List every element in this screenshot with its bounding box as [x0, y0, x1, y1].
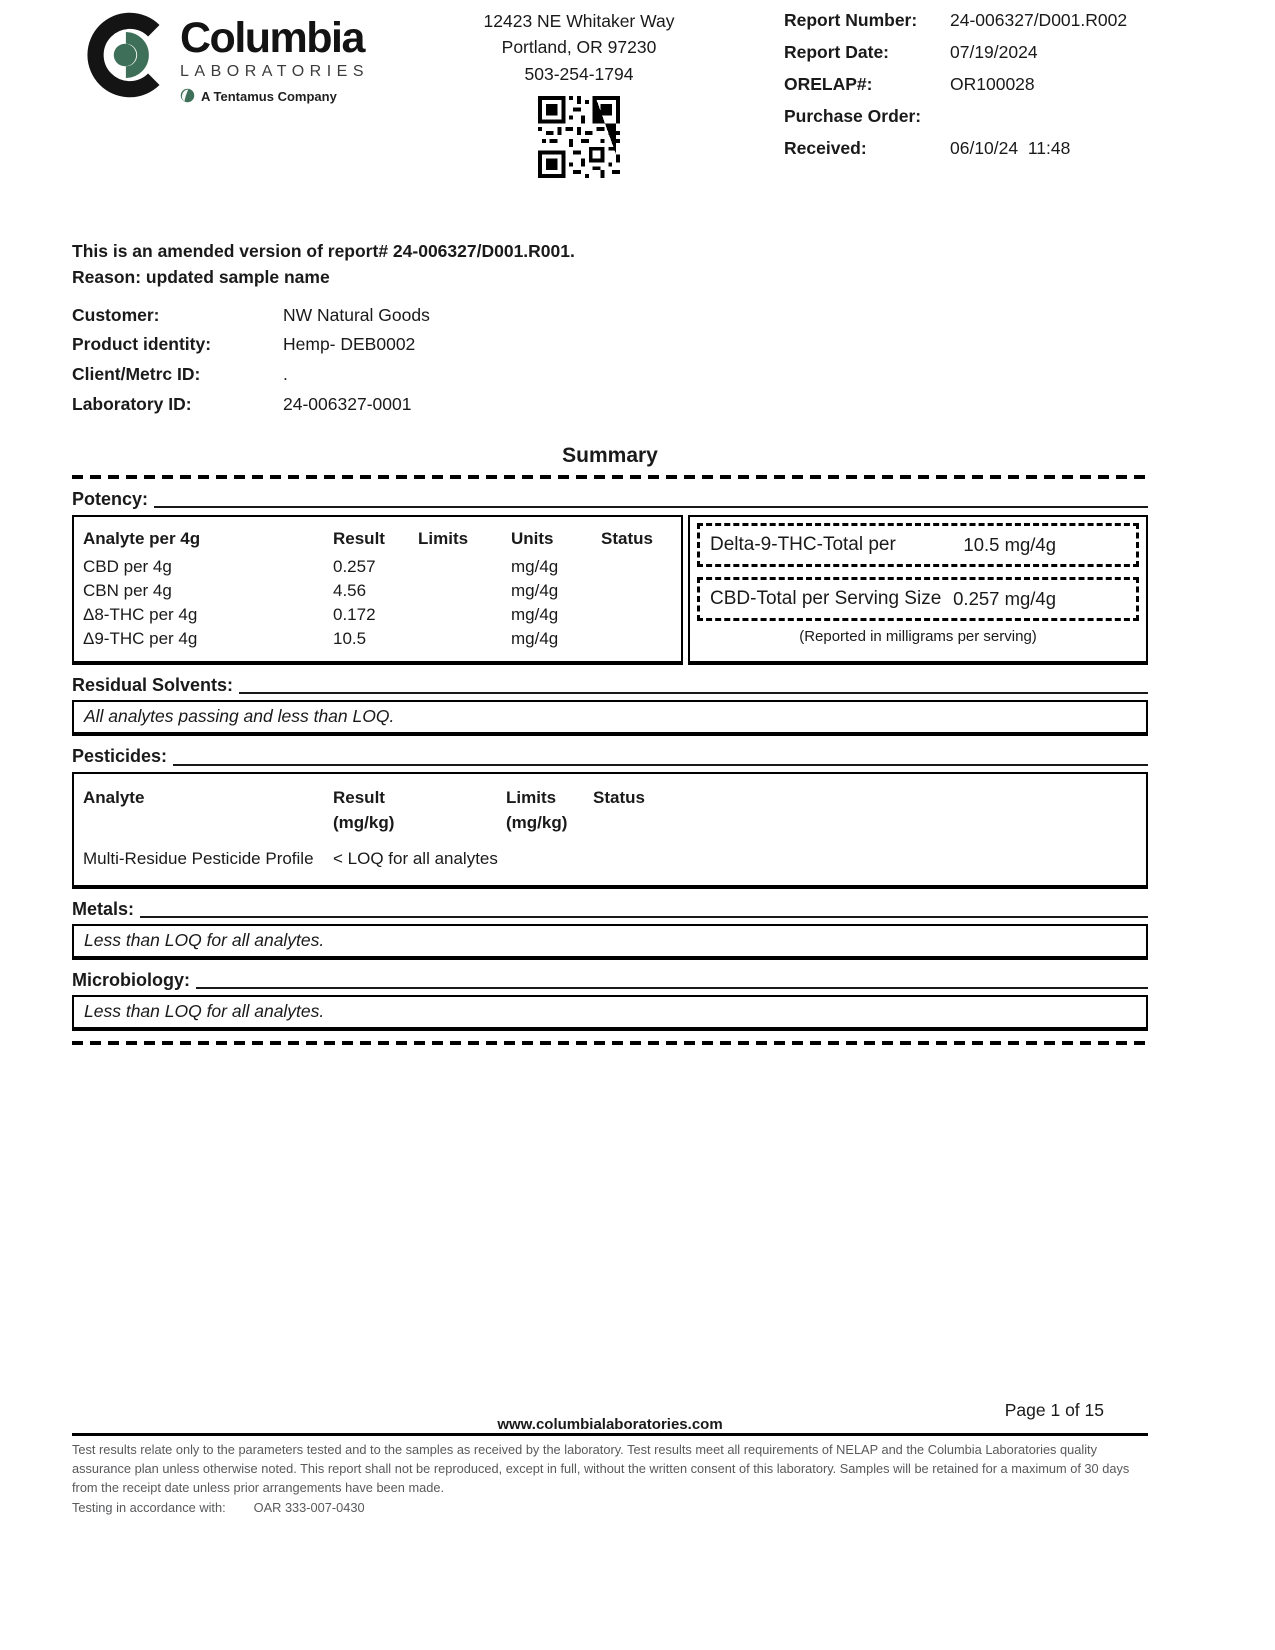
- units-cell: mg/4g: [511, 580, 559, 600]
- address-line: Portland, OR 97230: [501, 37, 657, 58]
- received-value: 06/10/24 11:48: [950, 137, 1071, 158]
- residual-solvents-result: All analytes passing and less than LOQ.: [72, 700, 1148, 736]
- laboratory-id-label: Laboratory ID:: [72, 393, 192, 414]
- product-identity-value: Hemp- DEB0002: [283, 334, 416, 355]
- received-label: Received:: [784, 137, 867, 158]
- report-content: [72, 0, 1148, 1045]
- result-cell: 0.172: [333, 604, 376, 624]
- logo-text: [180, 10, 369, 106]
- units-cell: mg/4g: [511, 628, 559, 648]
- report-number-label: Report Number:: [784, 10, 918, 30]
- metals-result: Less than LOQ for all analytes.: [72, 924, 1148, 960]
- result-cell: 4.56: [333, 580, 367, 600]
- report-footer: [72, 1398, 1148, 1515]
- logo-brand-text: Columbia: [180, 14, 364, 62]
- orelap-value: OR100028: [950, 73, 1035, 94]
- potency-heading: [72, 488, 1148, 511]
- pesticides-table: [72, 772, 1148, 889]
- report-meta-row: [784, 10, 1148, 32]
- qr-code: [538, 96, 620, 178]
- lab-address: [424, 8, 734, 178]
- accordance-value: OAR 333-007-0430: [253, 1499, 365, 1515]
- purchase-order-label: Purchase Order:: [784, 105, 922, 126]
- report-meta-row: [784, 138, 1148, 160]
- client-metrc-id-label: Client/Metrc ID:: [72, 364, 201, 384]
- laboratory-id-value: 24-006327-0001: [283, 393, 412, 414]
- analyte-cell: Multi-Residue Pesticide Profile: [83, 848, 314, 868]
- page-number: Page 1 of 15: [1004, 1400, 1104, 1420]
- result-cell: 10.5: [333, 628, 367, 648]
- table-row: [74, 629, 681, 649]
- cbd-total-label: CBD-Total per Serving Size: [710, 587, 942, 609]
- col-analyte: Analyte per 4g: [83, 528, 201, 548]
- amendment-line-2: Reason: updated sample name: [72, 267, 330, 288]
- disclaimer-text: Test results relate only to the parameters tested and to the samples as received by the laboratory. Test results meet all requirements of NELAP and the Columbia Laboratories quality assurance plan unless otherwise noted. This report shall not be reproduced, except in full, without the written consent of this laboratory. Samples will be retained for a maximum of 30 days from the receipt date unless prior arrangements have been made.: [72, 1442, 1130, 1496]
- col-result: Result (mg/kg): [333, 787, 395, 833]
- microbiology-heading: [72, 969, 1148, 992]
- customer-label: Customer:: [72, 304, 160, 325]
- potency-section: [72, 515, 1148, 665]
- residual-solvents-heading: [72, 674, 1148, 697]
- report-meta: [784, 10, 1148, 169]
- microbiology-result: Less than LOQ for all analytes.: [72, 995, 1148, 1031]
- result-cell: < LOQ for all analytes: [333, 848, 498, 868]
- limits-cell: [506, 849, 593, 869]
- col-limits: Limits: [418, 528, 469, 548]
- report-number-value: 24-006327/D001.R002: [950, 10, 1128, 30]
- logo-tagline: [180, 88, 369, 106]
- col-analyte: Analyte: [83, 787, 145, 807]
- col-result: Result: [333, 528, 385, 548]
- amendment-line-1: This is an amended version of report# 24-006327/D001.R001.: [72, 241, 575, 261]
- potency-heading-text: Potency:: [72, 488, 149, 509]
- status-cell: [593, 849, 1137, 869]
- table-row: [74, 557, 681, 577]
- col-units: Units: [511, 528, 554, 548]
- delta9-total-label: Delta-9-THC-Total per: [710, 533, 896, 555]
- analyte-cell: Δ9-THC per 4g: [83, 628, 198, 648]
- report-header: [72, 0, 1148, 238]
- table-row: [74, 849, 1146, 869]
- status-cell: [601, 605, 672, 625]
- status-cell: [601, 629, 672, 649]
- table-row: [74, 581, 681, 601]
- status-cell: [601, 581, 672, 601]
- pesticides-heading: [72, 745, 1148, 768]
- microbiology-heading-text: Microbiology:: [72, 970, 190, 991]
- analyte-cell: CBD per 4g: [83, 556, 172, 576]
- sample-info-row: [72, 304, 1148, 327]
- thc-cbd-totals-box: [688, 515, 1148, 665]
- units-cell: mg/4g: [511, 604, 559, 624]
- address-line: 12423 NE Whitaker Way: [483, 11, 675, 31]
- col-status: Status: [593, 787, 645, 807]
- dashed-divider: [72, 475, 1148, 479]
- dashed-divider: [72, 1041, 1148, 1045]
- sample-info: [72, 304, 1148, 416]
- totals-note: (Reported in milligrams per serving): [799, 627, 1037, 645]
- tagline-text: A Tentamus Company: [201, 89, 337, 105]
- sample-info-row: [72, 333, 1148, 356]
- status-cell: [601, 557, 672, 577]
- cbd-total-value: 0.257 mg/4g: [953, 587, 1056, 609]
- col-limits: Limits (mg/kg): [506, 787, 568, 833]
- limits-cell: [418, 605, 511, 625]
- metals-heading-text: Metals:: [72, 898, 135, 919]
- amendment-notice: [72, 238, 1148, 291]
- limits-cell: [418, 629, 511, 649]
- col-status: Status: [601, 528, 653, 548]
- metals-heading: [72, 898, 1148, 921]
- sample-info-row: [72, 393, 1148, 416]
- columbia-logo-icon: [80, 10, 170, 100]
- report-meta-row: [784, 106, 1148, 128]
- table-row: [74, 605, 681, 625]
- residual-solvents-heading-text: Residual Solvents:: [72, 674, 234, 695]
- potency-table: [72, 515, 683, 665]
- pesticides-table-header: [74, 785, 1146, 836]
- orelap-label: ORELAP#:: [784, 73, 873, 94]
- analyte-cell: CBN per 4g: [83, 580, 172, 600]
- website-link: www.columbialaboratories.com: [497, 1416, 723, 1433]
- accordance-label: Testing in accordance with:: [72, 1499, 226, 1515]
- limits-cell: [418, 557, 511, 577]
- report-date-label: Report Date:: [784, 41, 890, 62]
- report-date-value: 07/19/2024: [950, 41, 1038, 62]
- result-cell: 0.257: [333, 556, 376, 576]
- report-meta-row: [784, 74, 1148, 96]
- delta9-total-value: 10.5 mg/4g: [963, 533, 1056, 555]
- units-cell: mg/4g: [511, 556, 559, 576]
- customer-value: NW Natural Goods: [283, 304, 430, 325]
- testing-accordance: [72, 1500, 1148, 1515]
- limits-cell: [418, 581, 511, 601]
- product-identity-label: Product identity:: [72, 334, 212, 355]
- cbd-total-row: [697, 577, 1139, 621]
- report-meta-row: [784, 42, 1148, 64]
- summary-title: Summary: [562, 443, 658, 467]
- footer-divider: [72, 1433, 1148, 1436]
- client-metrc-id-value: .: [283, 364, 288, 384]
- delta9-total-row: [697, 523, 1139, 567]
- address-line: 503-254-1794: [524, 63, 634, 84]
- analyte-cell: Δ8-THC per 4g: [83, 604, 198, 624]
- pesticides-heading-text: Pesticides:: [72, 746, 168, 767]
- columbia-logo: [80, 10, 369, 106]
- sample-info-row: [72, 363, 1148, 386]
- logo-sub-text: LABORATORIES: [180, 62, 369, 80]
- tentamus-leaf-icon: [180, 88, 195, 106]
- potency-table-header: [74, 529, 681, 549]
